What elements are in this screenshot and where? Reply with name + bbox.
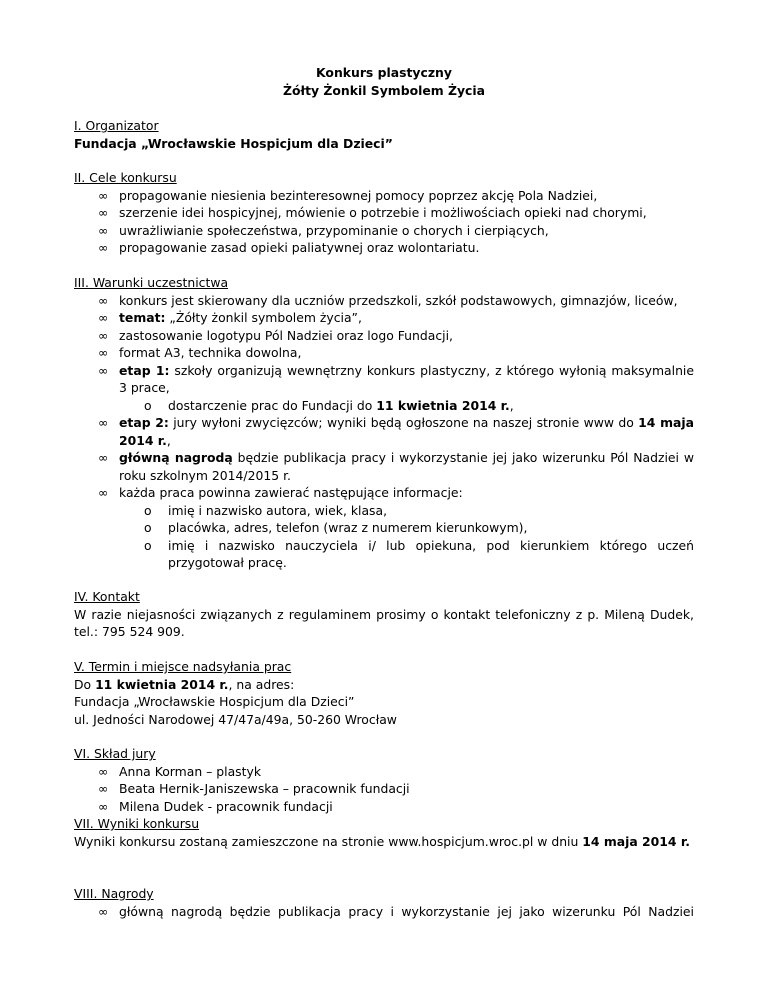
address-line: Fundacja „Wrocławskie Hospicjum dla Dzieci”: [74, 694, 355, 709]
prizes-list: [74, 903, 694, 921]
section-heading: V. Termin i miejsce nadsyłania prac: [74, 659, 292, 674]
list-item: ∞ główną nagrodą będzie publikacja pracy i wykorzystanie jej jako wizerunku Pól Nadziei: [74, 903, 694, 921]
list-item: ∞ zastosowanie logotypu Pól Nadziei oraz logo Fundacji,: [74, 327, 694, 345]
item-text: ,: [166, 432, 171, 448]
deadline-line: [74, 676, 694, 694]
list-item: [74, 362, 694, 415]
section-heading: VI. Skład jury: [74, 746, 156, 761]
sub-list-item: o placówka, adres, telefon (wraz z numerem kierunkowym),: [74, 519, 694, 537]
conditions-list: [74, 292, 694, 572]
results-date: 14 maja 2014 r.: [119, 415, 694, 448]
sub-list-item: [74, 397, 694, 415]
section-heading: VIII. Nagrody: [74, 886, 154, 901]
list-item: ∞ propagowanie niesienia bezinteresownej pomocy poprzez akcję Pola Nadziei,: [74, 187, 694, 205]
list-item: ∞ Anna Korman – plastyk: [74, 763, 694, 781]
item-label: główną nagrodą: [119, 450, 233, 465]
list-item: [74, 309, 694, 327]
results-text: [74, 833, 694, 851]
jury-list: [74, 763, 694, 816]
item-text: będzie publikacja pracy i wykorzystanie jej jako wizerunku Pól Nadziei w roku szkolnym 2014/2015 r.: [119, 450, 694, 483]
sub-list-item: o imię i nazwisko nauczyciela i/ lub opiekuna, pod kierunkiem którego uczeń przygotował pracę.: [74, 537, 694, 572]
list-item: ∞ propagowanie zasad opieki paliatywnej oraz wolontariatu.: [74, 239, 694, 257]
sub-list-item: o imię i nazwisko autora, wiek, klasa,: [74, 502, 694, 520]
organizer-name: Fundacja „Wrocławskie Hospicjum dla Dzieci”: [74, 135, 393, 151]
deadline: 11 kwietnia 2014 r.: [376, 397, 510, 413]
list-item: ∞ format A3, technika dowolna,: [74, 344, 694, 362]
document-subtitle: Żółty Żonkil Symbolem Życia: [283, 83, 485, 98]
section-results: [74, 815, 694, 850]
list-item: [74, 292, 694, 310]
item-text: Do: [74, 676, 96, 692]
section-heading: II. Cele konkursu: [74, 170, 177, 185]
item-text: szkoły organizują wewnętrzny konkurs plastyczny, z którego wyłonią maksymalnie 3 prace,: [119, 362, 694, 395]
section-heading: III. Warunki uczestnictwa: [74, 275, 229, 290]
section-goals: [74, 169, 694, 257]
item-text: Wyniki konkursu zostaną zamieszczone na stronie www.hospicjum.wroc.pl w dniu: [74, 833, 583, 849]
item-label: etap 1:: [119, 362, 170, 378]
address-line: ul. Jedności Narodowej 47/47a/49a, 50-260 Wrocław: [74, 711, 397, 727]
item-text: konkurs jest skierowany dla uczniów przedszkoli, szkół podstawowych, gimnazjów, liceów,: [119, 292, 678, 308]
item-text: „Żółty żonkil symbolem życia”,: [165, 310, 362, 325]
item-text: ,: [509, 397, 514, 413]
goals-list: [74, 187, 694, 257]
item-text: każda praca powinna zawierać następujące informacje:: [119, 485, 463, 500]
section-prizes: [74, 885, 694, 920]
section-deadline: [74, 658, 694, 728]
item-text: jury wyłoni zwycięzców; wyniki będą ogłoszone na naszej stronie www do: [168, 415, 639, 430]
list-item: ∞ Milena Dudek - pracownik fundacji: [74, 798, 694, 816]
section-heading: VII. Wyniki konkursu: [74, 816, 200, 831]
list-item: ∞ uwrażliwianie społeczeństwa, przypominanie o chorych i cierpiących,: [74, 222, 694, 240]
sub-list: [119, 397, 694, 415]
list-item: ∞ Beata Hernik-Janiszewska – pracownik fundacji: [74, 780, 694, 798]
item-label: etap 2:: [119, 415, 169, 430]
section-contact: [74, 588, 694, 641]
item-text: , na adres:: [228, 676, 295, 692]
list-item: ∞ szerzenie idei hospicyjnej, mówienie o potrzebie i możliwościach opieki nad chorymi,: [74, 204, 694, 222]
contact-text: W razie niejasności związanych z regulaminem prosimy o kontakt telefoniczny z p. Mileną Dudek, tel.: 795 524 909.: [74, 606, 694, 639]
results-date: 14 maja 2014 r.: [582, 833, 690, 849]
deadline: 11 kwietnia 2014 r.: [95, 676, 229, 692]
item-label: temat:: [119, 310, 166, 325]
list-item: [74, 484, 694, 572]
item-text: dostarczenie prac do Fundacji do: [168, 397, 377, 413]
section-heading: I. Organizator: [74, 118, 159, 133]
list-item: [74, 414, 694, 449]
document-title: Konkurs plastyczny: [316, 65, 452, 80]
section-jury: [74, 745, 694, 815]
sub-list: [119, 502, 694, 572]
section-conditions: [74, 274, 694, 572]
section-organizer: [74, 117, 694, 152]
section-heading: IV. Kontakt: [74, 589, 140, 604]
list-item: [74, 449, 694, 484]
